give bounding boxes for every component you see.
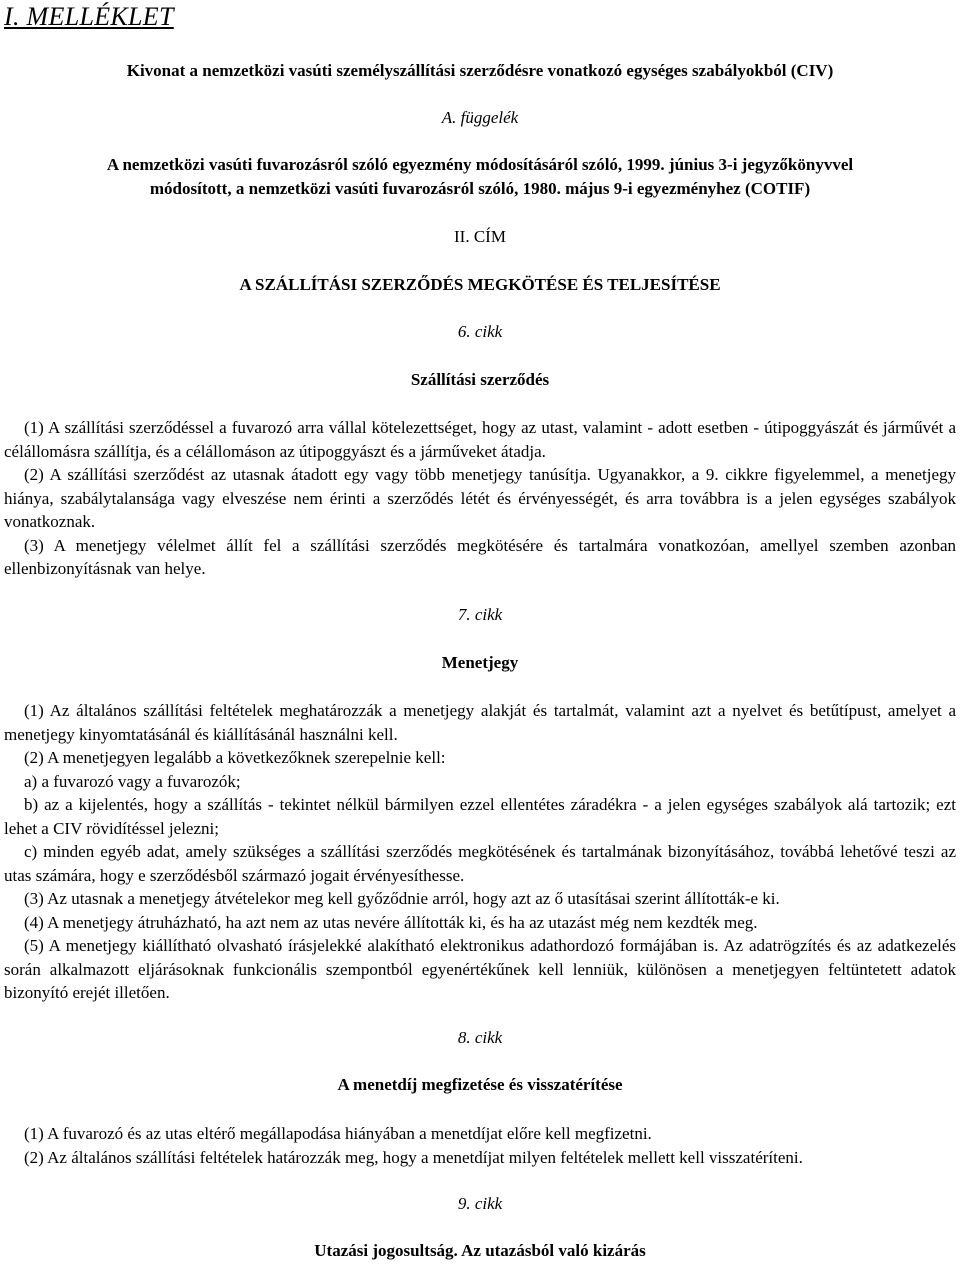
paragraph: c) minden egyéb adat, amely szükséges a szállítási szerződés megkötésének és tartalmának bizonyításához, továbbá lehetővé teszi az utas számára, hogy e szerződésből származó jogait érvényesíthesse. <box>4 842 956 885</box>
paragraph: (1) A szállítási szerződéssel a fuvarozó arra vállal kötelezettséget, hogy az utast, valamint - adott esetben - útipoggyászát és járművét a célállomásra szállítja, és a célállomáson az útipoggyászt és a járműveket átadja. <box>4 418 956 461</box>
article-number: 8. cikk <box>457 1028 503 1047</box>
article-body <box>4 416 956 581</box>
article-number: 6. cikk <box>457 322 503 341</box>
paragraph: (3) Az utasnak a menetjegy átvételekor meg kell győződnie arról, hogy azt az ő utasításai szerint állították-e ki. <box>24 889 780 908</box>
paragraph: a) a fuvarozó vagy a fuvarozók; <box>24 771 241 791</box>
paragraph: (5) A menetjegy kiállítható olvasható írásjelekké alakítható elektronikus adathordozó formájában is. Az adatrögzítés és az adatkezelés során alkalmazott eljárásoknak funkcionális szempontból egyenértékűnek kell lenniük, különösen a menetjegyen feltüntetett adatok bizonyító erejét illetően. <box>4 936 956 1002</box>
paragraph: (2) A szállítási szerződést az utasnak átadott egy vagy több menetjegy tanúsítja. Ugyanakkor, a 9. cikkre figyelemmel, a menetjegy hiánya, szabálytalansága vagy elveszése nem érinti a szerződés létét és érvényességét, és arra továbbra is a jelen egységes szabályok vonatkoznak. <box>4 465 956 531</box>
paragraph: (2) Az általános szállítási feltételek határozzák meg, hogy a menetdíjat milyen feltételek mellett kell visszatéríteni. <box>24 1147 803 1167</box>
paragraph: (4) A menetjegy átruházható, ha azt nem az utas nevére állították ki, és ha az utazást még nem kezdték meg. <box>24 912 758 932</box>
article-body <box>4 699 956 1005</box>
article-heading: Utazási jogosultság. Az utazásból való kizárás <box>314 1241 646 1260</box>
paragraph: (2) A menetjegyen legalább a következőknek szerepelnie kell: <box>24 748 446 767</box>
article-heading: Szállítási szerződés <box>410 370 550 389</box>
paragraph: (3) A menetjegy vélelmet állít fel a szállítási szerződés megkötésére és tartalmára vonatkozóan, amellyel szemben azonban ellenbizonyításnak van helye. <box>4 535 956 578</box>
extract-title: Kivonat a nemzetközi vasúti személyszállítási szerződésre vonatkozó egységes szabályokból (CIV) <box>126 61 834 80</box>
article-number: 9. cikk <box>457 1194 503 1213</box>
title-number: II. CÍM <box>454 227 506 246</box>
annex-title: I. MELLÉKLET <box>4 2 174 31</box>
article-heading: Menetjegy <box>441 653 519 672</box>
paragraph: b) az a kijelentés, hogy a szállítás - tekintet nélkül bármilyen ezzel ellentétes záradékra - a jelen egységes szabályok alá tartozik; ezt lehet a CIV rövidítéssel jelezni; <box>4 795 956 838</box>
protocol-line-1: A nemzetközi vasúti fuvarozásról szóló egyezmény módosításáról szóló, 1999. június 3-i jegyzőkönyvvel <box>106 155 854 174</box>
protocol-line-2: módosított, a nemzetközi vasúti fuvarozásról szóló, 1980. május 9-i egyezményhez (COTIF) <box>149 179 811 198</box>
article-body <box>4 1122 956 1169</box>
paragraph: (1) A fuvarozó és az utas eltérő megállapodása hiányában a menetdíjat előre kell megfizetni. <box>24 1124 652 1143</box>
paragraph: (1) Az általános szállítási feltételek meghatározzák a menetjegy alakját és tartalmát, valamint azt a nyelvet és betűtípust, amelyet a menetjegy kinyomtatásánál és kiállításánál használni kell. <box>4 701 956 744</box>
article-number: 7. cikk <box>457 605 503 624</box>
article-heading: A menetdíj megfizetése és visszatérítése <box>337 1075 623 1094</box>
appendix-label: A. függelék <box>441 108 519 127</box>
title-name: A SZÁLLÍTÁSI SZERZŐDÉS MEGKÖTÉSE ÉS TELJESÍTÉSE <box>239 275 721 294</box>
